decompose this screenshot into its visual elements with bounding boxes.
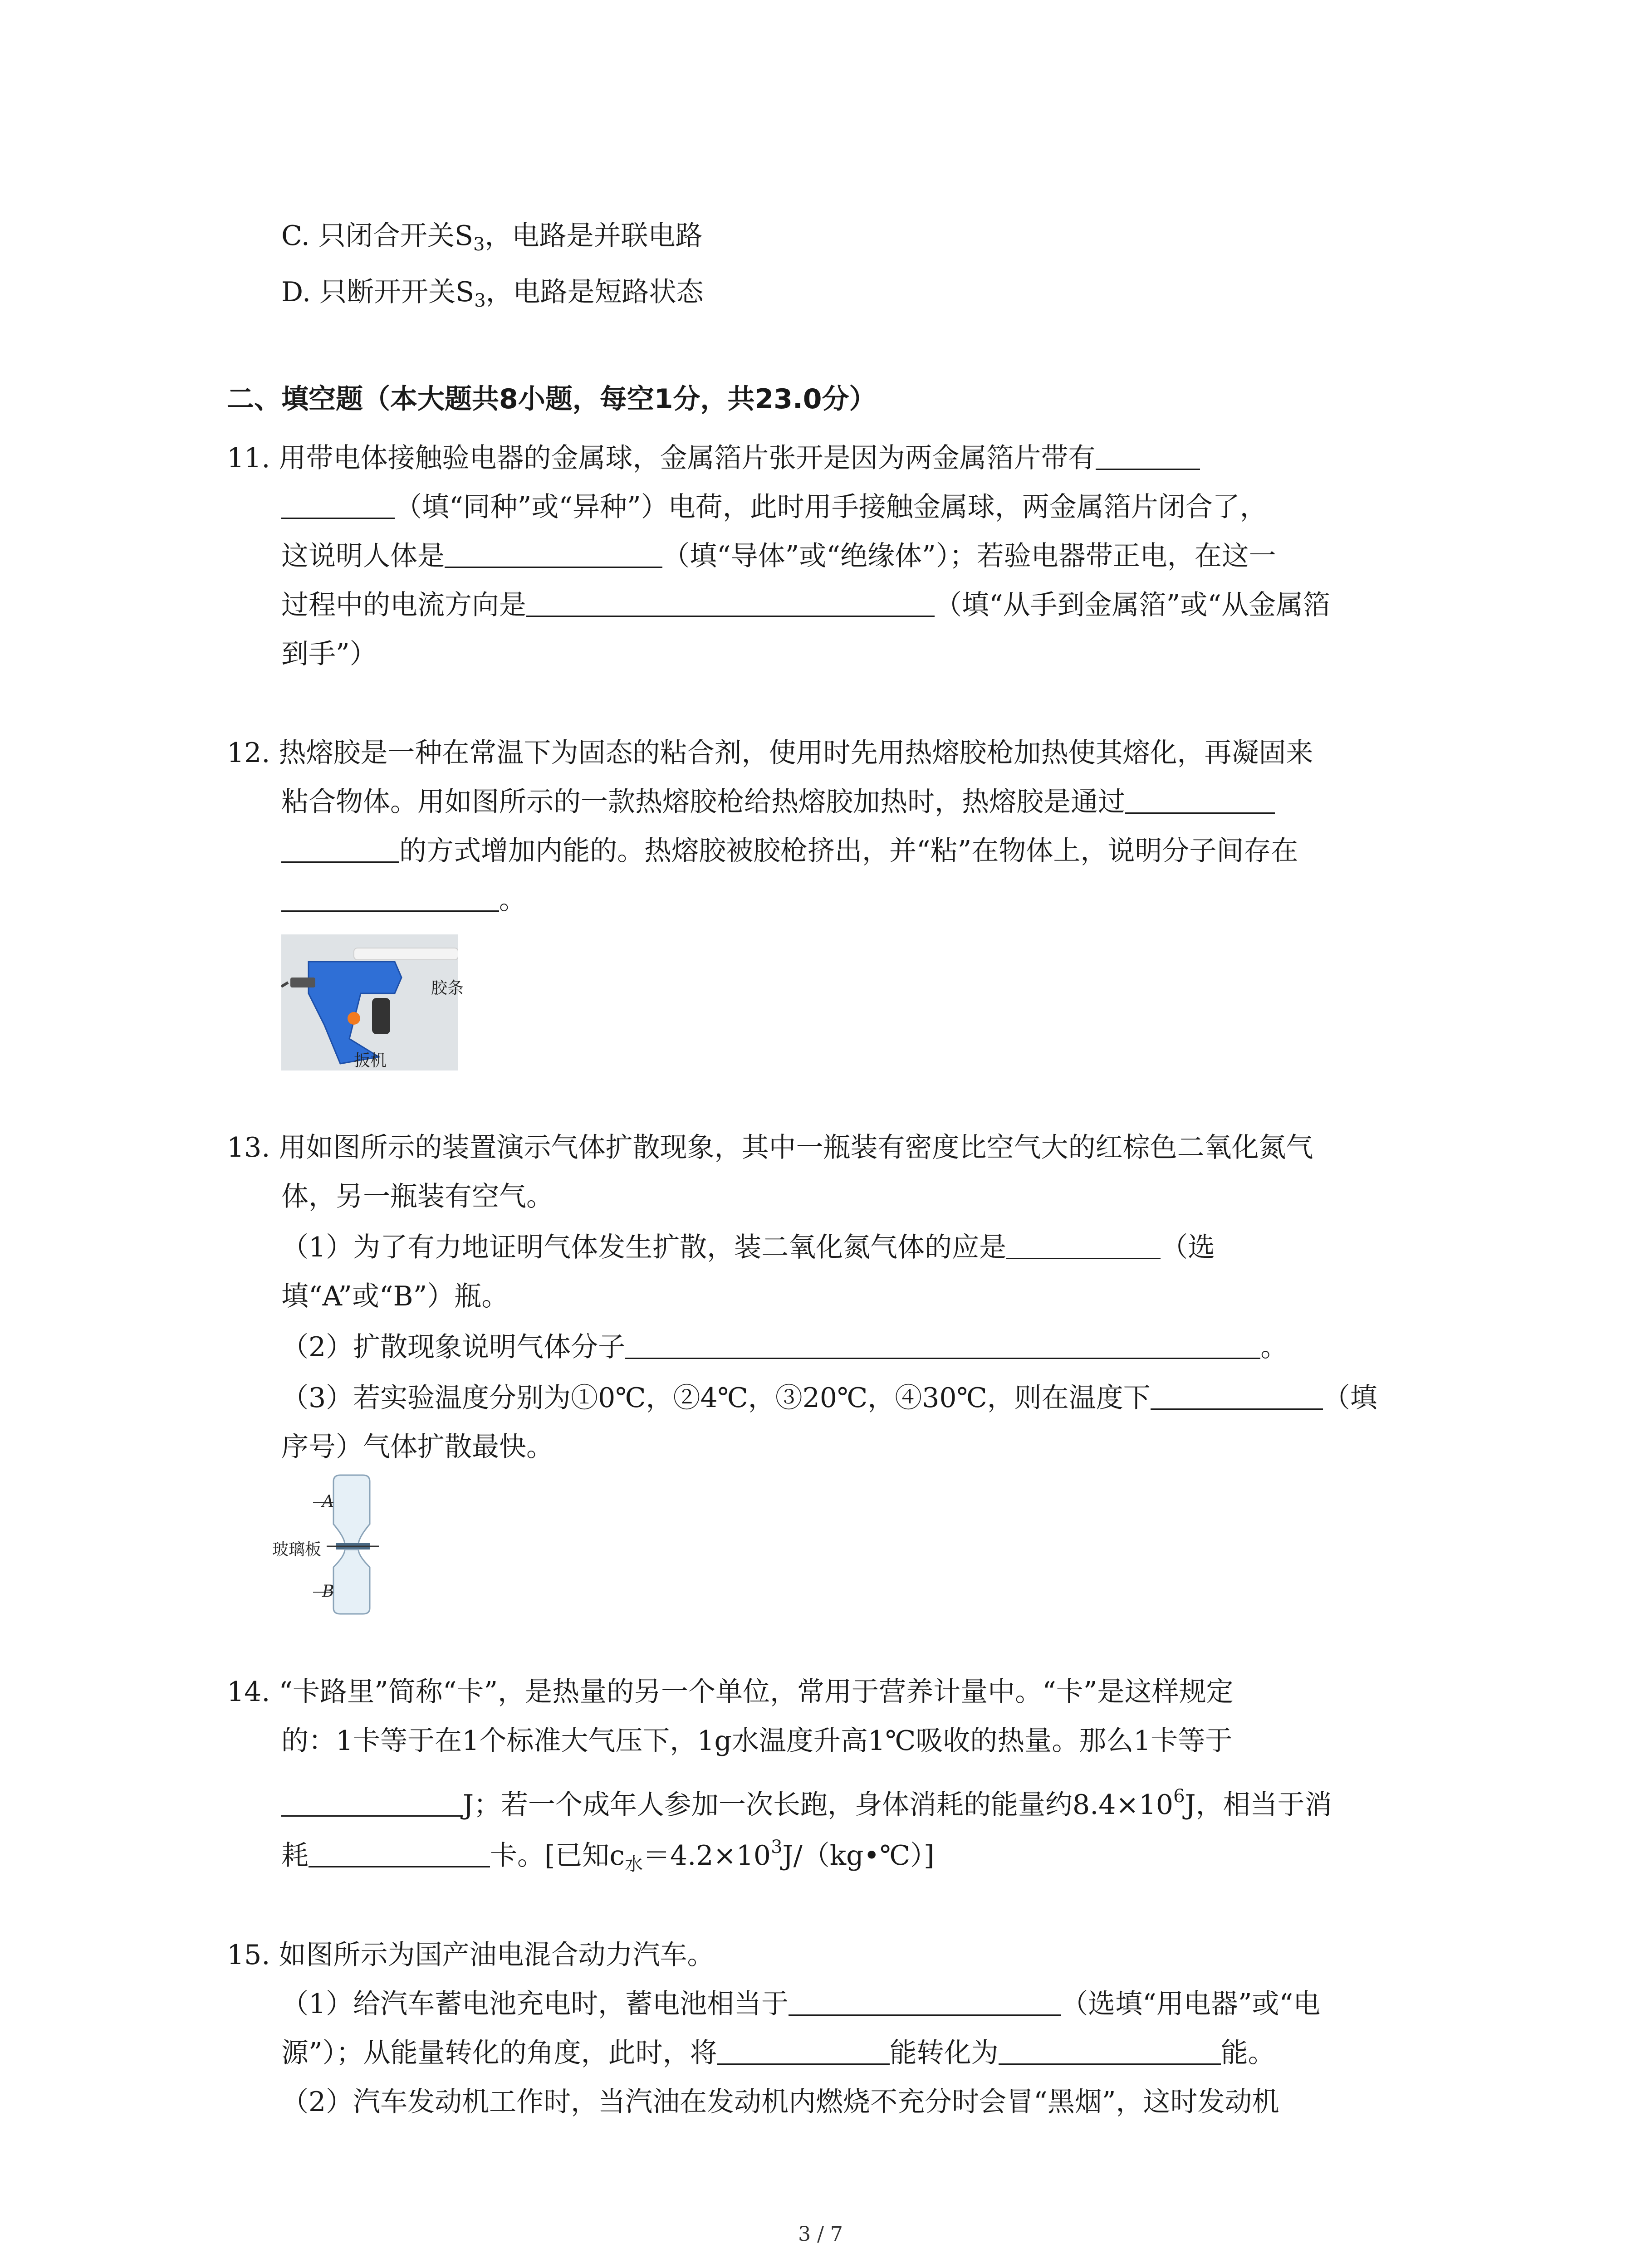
q14-line4 [281,1829,934,1882]
glass-plate-label: 玻璃板 [272,1540,322,1559]
q15-line1: 15. 如图所示为国产油电混合动力汽车。 [227,1939,715,1971]
q12-line4 [281,882,526,918]
q15-text2a: （1）给汽车蓄电池充电时，蓄电池相当于 [281,1988,789,2020]
q11-blank1[interactable] [1096,441,1200,470]
q15-blank3[interactable] [999,2036,1221,2065]
q13-text6a: （3）若实验温度分别为①0℃，②4℃，③20℃，④30℃，则在温度下 [281,1382,1151,1414]
q11-line3 [281,538,1276,574]
q12-blank1-cont[interactable] [281,834,399,863]
q14-line2: 的：1卡等于在1个标准大气压下，1g水温度升高1℃吸收的热量。那么1卡等于 [281,1725,1233,1757]
q11-blank2[interactable] [445,539,662,568]
q12-line3 [281,833,1298,869]
q12-line2 [281,784,1275,820]
q12-text2: 粘合物体。用如图所示的一款热熔胶枪给热熔胶加热时，热熔胶是通过 [281,786,1125,818]
q12-text4: 。 [499,884,526,916]
q12-line1: 12. 热熔胶是一种在常温下为固态的粘合剂，使用时先用热熔胶枪加热使其熔化，再凝固来 [227,737,1313,769]
option-d-tail: ，电路是短路状态 [485,276,704,308]
q11-text3a: 这说明人体是 [281,540,445,572]
q13-text3b: （选 [1161,1232,1215,1263]
q15-text3b: 能转化为 [889,2037,999,2069]
option-d-sub: 3 [474,290,486,311]
option-c-sub: 3 [473,234,485,255]
glue-gun-figure [281,934,464,1070]
q13-line7: 序号）气体扩散最快。 [281,1431,554,1463]
q12-text3: 的方式增加内能的。热熔胶被胶枪挤出，并“粘”在物体上，说明分子间存在 [399,835,1298,867]
q13-text6b: （填 [1323,1382,1377,1414]
q12-blank2[interactable] [281,883,499,912]
q13-blank2[interactable] [625,1330,1260,1359]
q15-line3 [281,2035,1275,2071]
q14-sup1: 6 [1173,1786,1185,1807]
option-c [281,218,702,263]
q13-line6 [281,1380,1377,1416]
option-c-text: C. 只闭合开关S [281,220,474,252]
q14-text4b: 卡。[已知c [490,1840,625,1872]
q14-text4c: ＝4.2×10 [643,1840,771,1872]
q14-blank1[interactable] [281,1788,463,1817]
bottle-b-label: B [322,1582,334,1601]
q11-line1 [227,440,1200,476]
q11-text4b: （填“从手到金属箔”或“从金属箔 [935,589,1331,621]
bottle-a-label: A [322,1492,334,1511]
option-d [281,274,704,319]
q15-text3a: 源”）；从能量转化的角度，此时，将 [281,2037,717,2069]
q14-text3b: J，相当于消 [1185,1789,1332,1821]
q11-text2: （填“同种”或“异种”）电荷，此时用手接触金属球，两金属箔片闭合了， [395,491,1267,523]
q11-blank3[interactable] [526,588,935,617]
q12-blank1[interactable] [1125,785,1275,814]
option-c-tail: ，电路是并联电路 [485,220,703,252]
q13-line2: 体，另一瓶装有空气。 [281,1181,554,1212]
q14-line3 [281,1778,1332,1823]
q15-blank1[interactable] [789,1987,1061,2016]
q11-text4a: 过程中的电流方向是 [281,589,526,621]
q14-text4a: 耗 [281,1840,309,1872]
option-d-text: D. 只断开开关S [281,276,475,308]
trigger-label: 扳机 [354,1051,387,1070]
q14-text3a: J；若一个成年人参加一次长跑，身体消耗的能量约8.4×10 [463,1789,1174,1821]
q14-line1: 14. “卡路里”简称“卡”，是热量的另一个单位，常用于营养计量中。“卡”是这样规定 [227,1676,1234,1708]
q14-blank2[interactable] [309,1839,490,1867]
q11-text1: 11. 用带电体接触验电器的金属球，金属箔片张开是因为两金属箔片带有 [227,442,1096,474]
q13-line1: 13. 用如图所示的装置演示气体扩散现象，其中一瓶装有密度比空气大的红棕色二氧化氮气 [227,1132,1313,1163]
q15-blank2[interactable] [717,2036,890,2065]
q15-line4: （2）汽车发动机工作时，当汽油在发动机内燃烧不充分时会冒“黑烟”，这时发动机 [281,2086,1279,2118]
q13-line5 [281,1329,1288,1365]
q11-line4 [281,587,1330,623]
q11-blank1-cont[interactable] [281,490,395,519]
q13-blank3[interactable] [1151,1381,1323,1410]
glue-stick-label: 胶条 [431,979,464,997]
q14-sup2: 3 [771,1837,783,1857]
q15-line2 [281,1986,1320,2022]
q15-text3c: 能。 [1220,2037,1275,2069]
q13-line4: 填“A”或“B”）瓶。 [281,1281,509,1312]
bottles-figure [272,1470,422,1619]
page-number: 3 / 7 [798,2223,843,2246]
q11-line5: 到手”） [281,638,377,670]
q14-text4d: J/（kg•℃）] [782,1840,935,1872]
q11-text3b: （填“导体”或“绝缘体”）；若验电器带正电，在这一 [662,540,1276,572]
q13-text3a: （1）为了有力地证明气体发生扩散，装二氧化氮气体的应是 [281,1232,1007,1263]
q11-line2 [281,489,1267,525]
section-title: 二、填空题（本大题共8小题，每空1分，共23.0分） [227,383,877,415]
q14-sub: 水 [625,1854,643,1875]
q15-text2b: （选填“用电器”或“电 [1061,1988,1321,2020]
q13-blank1[interactable] [1006,1231,1161,1259]
q13-text5b: 。 [1260,1331,1288,1363]
q13-line3 [281,1229,1215,1266]
q13-text5a: （2）扩散现象说明气体分子 [281,1331,626,1363]
